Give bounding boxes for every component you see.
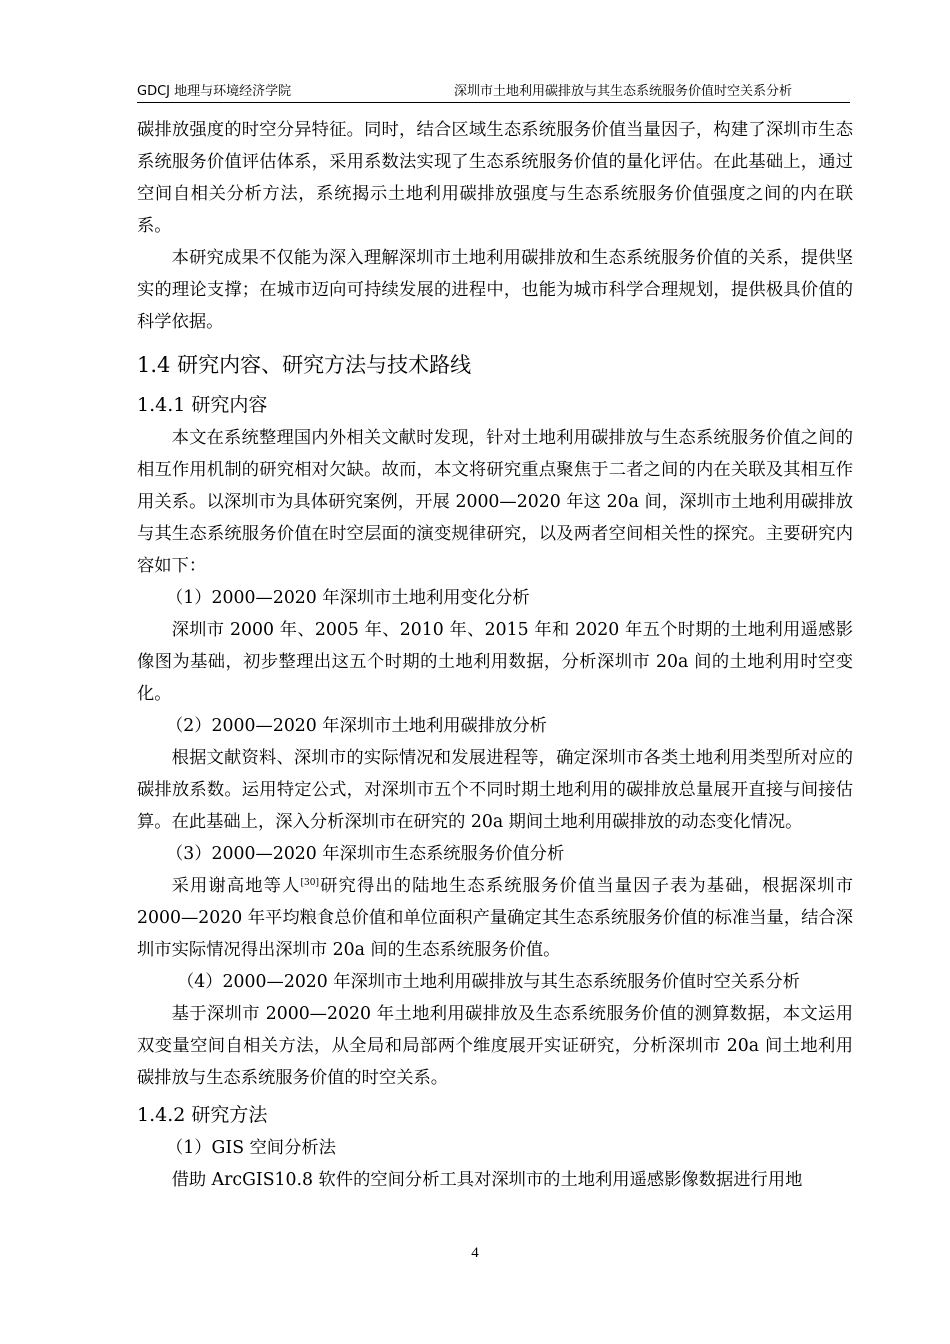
header-institution: GDCJ 地理与环境经济学院 [137,84,292,99]
page-body [137,114,853,1196]
paragraph: 本研究成果不仅能为深入理解深圳市土地利用碳排放和生态系统服务价值的关系，提供坚实的理论支撑；在城市迈向可持续发展的进程中，也能为城市科学合理规划，提供极具价值的科学依据。 [137,248,853,332]
paragraph: 借助 ArcGIS10.8 软件的空间分析工具对深圳市的土地利用遥感影像数据进行用地 [171,1170,803,1190]
paragraph: 基于深圳市 2000—2020 年土地利用碳排放及生态系统服务价值的测算数据，本文运用双变量空间自相关方法，从全局和局部两个维度展开实证研究，分析深圳市 20a 间土地利用碳排放与生态系统服务价值的时空关系。 [137,1004,853,1088]
list-item: （4）2000—2020 年深圳市土地利用碳排放与其生态系统服务价值时空关系分析 [177,972,800,992]
paragraph-text: 研究得出的陆地生态系统服务价值当量因子表为基础，根据深圳市 2000—2020 年平均粮食总价值和单位面积产量确定其生态系统服务价值的标准当量，结合深圳市实际情况得出深圳市 20a 间的生态系统服务价值。 [137,876,853,960]
paragraph: 根据文献资料、深圳市的实际情况和发展进程等，确定深圳市各类土地利用类型所对应的碳排放系数。运用特定公式，对深圳市五个不同时期土地利用的碳排放总量展开直接与间接估算。在此基础上，深入分析深圳市在研究的 20a 期间土地利用碳排放的动态变化情况。 [137,748,853,832]
list-item: （1）2000—2020 年深圳市土地利用变化分析 [166,588,530,608]
list-item: （3）2000—2020 年深圳市生态系统服务价值分析 [166,844,565,864]
subsection-heading-1-4-1: 1.4.1 研究内容 [137,394,268,416]
subsection-heading-1-4-2: 1.4.2 研究方法 [137,1104,268,1126]
running-header [137,78,850,103]
page-number: 4 [471,1245,479,1261]
list-item: （2）2000—2020 年深圳市土地利用碳排放分析 [166,716,547,736]
paragraph-text: 采用谢高地等人 [171,876,301,896]
list-item: （1）GIS 空间分析法 [166,1138,336,1158]
header-title: 深圳市土地利用碳排放与其生态系统服务价值时空关系分析 [453,84,792,99]
paragraph-with-citation [137,870,853,966]
citation-ref[interactable]: [30] [300,878,319,888]
paragraph: 本文在系统整理国内外相关文献时发现，针对土地利用碳排放与生态系统服务价值之间的相互作用机制的研究相对欠缺。故而，本文将研究重点聚焦于二者之间的内在关联及其相互作用关系。以深圳市为具体研究案例，开展 2000—2020 年这 20a 间，深圳市土地利用碳排放与其生态系统服务价值在时空层面的演变规律研究，以及两者空间相关性的探究。主要研究内容如下： [137,428,853,576]
paragraph: 碳排放强度的时空分异特征。同时，结合区域生态系统服务价值当量因子，构建了深圳市生态系统服务价值评估体系，采用系数法实现了生态系统服务价值的量化评估。在此基础上，通过空间自相关分析方法，系统揭示土地利用碳排放强度与生态系统服务价值强度之间的内在联系。 [137,120,853,236]
section-heading-1-4: 1.4 研究内容、研究方法与技术路线 [137,353,472,377]
paragraph: 深圳市 2000 年、2005 年、2010 年、2015 年和 2020 年五个时期的土地利用遥感影像图为基础，初步整理出这五个时期的土地利用数据，分析深圳市 20a 间的土地利用时空变化。 [137,620,853,704]
